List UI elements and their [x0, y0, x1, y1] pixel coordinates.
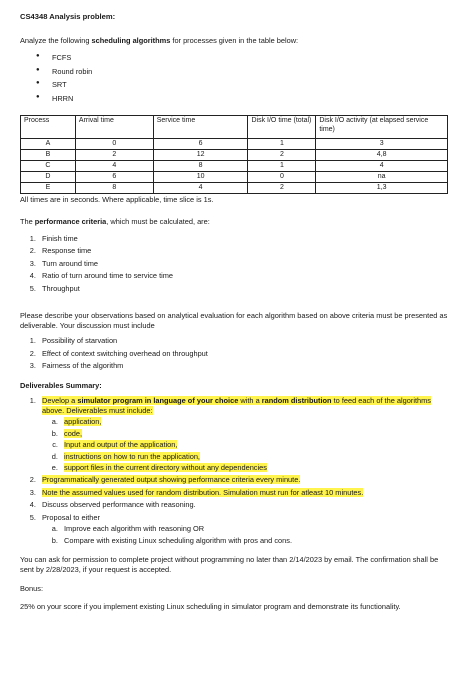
table-header-row: [21, 116, 448, 139]
table-row: [21, 161, 448, 172]
deliverables-heading: Deliverables Summary:: [20, 380, 102, 390]
table-cell: 12: [153, 150, 248, 161]
table-cell: 8: [75, 183, 153, 194]
table-row: [21, 139, 448, 150]
highlighted-text: code,: [64, 428, 83, 438]
intro-bold: scheduling algorithms: [91, 35, 171, 45]
discussion-item: 1. Possibility of starvation: [38, 336, 453, 345]
table-row: [21, 150, 448, 161]
criteria-item: 3. Turn around time: [38, 259, 453, 268]
table-cell: 1: [248, 139, 316, 150]
table-row: [21, 172, 448, 183]
deliverable-bold: random distribution: [261, 396, 332, 406]
intro-prefix: Analyze the following: [20, 35, 92, 45]
deliverable-subitem: [60, 463, 453, 472]
criteria-suffix: , which must be calculated, are:: [106, 216, 210, 226]
table-cell: 4: [153, 183, 248, 194]
highlighted-text: instructions on how to run the application,: [64, 451, 200, 461]
deliverable-item: [38, 475, 453, 484]
criteria-bold: performance criteria: [34, 216, 107, 226]
deliverable-bold: simulator program in language of your choice: [77, 396, 239, 406]
algorithm-item: ● Round robin: [36, 67, 453, 76]
page-title: CS4348 Analysis problem:: [20, 12, 116, 21]
bonus-heading: Bonus:: [20, 584, 44, 594]
table-cell: na: [316, 172, 448, 183]
algorithm-item: ● FCFS: [36, 53, 453, 62]
table-cell: 4,8: [316, 150, 448, 161]
deliverable-item: [38, 513, 453, 545]
request-note: You can ask for permission to complete project without programming no later than 2/14/2023 by email. The confirmation shall be sent by 2/28/2023, if your request is accepted.: [20, 555, 439, 574]
criteria-list: [20, 234, 453, 293]
column-header: Service time: [153, 116, 248, 139]
table-cell: B: [21, 150, 76, 161]
table-cell: 2: [248, 183, 316, 194]
algorithm-item: ● SRT: [36, 80, 453, 89]
table-row: [21, 183, 448, 194]
criteria-item: 1. Finish time: [38, 234, 453, 243]
column-header: Disk I/O time (total): [248, 116, 316, 139]
deliverable-subitem: [60, 452, 453, 461]
deliverable-item: [38, 396, 453, 472]
intro-text: [20, 36, 453, 45]
table-cell: 0: [248, 172, 316, 183]
highlighted-text: application,: [64, 417, 102, 427]
table-cell: 0: [75, 139, 153, 150]
table-cell: A: [21, 139, 76, 150]
highlighted-text: [42, 396, 431, 414]
table-cell: 1,3: [316, 183, 448, 194]
table-cell: 3: [316, 139, 448, 150]
deliverable-item: [38, 488, 453, 497]
proposal-sublist: [42, 524, 453, 545]
table-cell: 10: [153, 172, 248, 183]
bonus-text: 25% on your score if you implement existing Linux scheduling in simulator program and demonstrate its functionality.: [20, 601, 401, 611]
proposal-subitem: a. Improve each algorithm with reasoning OR: [60, 524, 453, 533]
process-table: [20, 115, 448, 194]
deliverable-text: Proposal to either: [42, 512, 100, 522]
highlighted-text: Note the assumed values used for random distribution. Simulation must run for atleast 10 minutes.: [42, 487, 364, 497]
discussion-list: [20, 336, 453, 370]
table-cell: C: [21, 161, 76, 172]
column-header: Process: [21, 116, 76, 139]
highlighted-text: Input and output of the application,: [64, 440, 178, 450]
table-cell: 6: [153, 139, 248, 150]
criteria-item: 4. Ratio of turn around time to service time: [38, 271, 453, 280]
table-cell: E: [21, 183, 76, 194]
discussion-item: 2. Effect of context switching overhead on throughput: [38, 349, 453, 358]
table-cell: D: [21, 172, 76, 183]
criteria-item: 5. Throughput: [38, 284, 453, 293]
proposal-subitem: b. Compare with existing Linux scheduling algorithm with pros and cons.: [60, 536, 453, 545]
criteria-item: 2. Response time: [38, 246, 453, 255]
highlighted-text: support files in the current directory without any dependencies: [64, 462, 267, 472]
deliverable-subitem: [60, 417, 453, 426]
deliverable-subitem: [60, 440, 453, 449]
deliverables-list: [20, 396, 453, 545]
algorithm-item: ● HRRN: [36, 94, 453, 103]
table-cell: 4: [75, 161, 153, 172]
deliverable-text: to feed each of the algorithms above. Deliverables must include:: [42, 396, 431, 415]
table-cell: 8: [153, 161, 248, 172]
table-cell: 6: [75, 172, 153, 183]
column-header: Arrival time: [75, 116, 153, 139]
discussion-item: 3. Fairness of the algorithm: [38, 361, 453, 370]
table-cell: 4: [316, 161, 448, 172]
deliverable-subitem: [60, 429, 453, 438]
criteria-intro: [20, 217, 453, 226]
intro-suffix: for processes given in the table below:: [170, 35, 299, 45]
deliverable-sublist: [42, 417, 453, 472]
table-cell: 1: [248, 161, 316, 172]
table-cell: 2: [248, 150, 316, 161]
deliverable-text: with a: [238, 396, 262, 406]
deliverable-text: Develop a: [42, 396, 78, 406]
observations-text: Please describe your observations based on analytical evaluation for each algorithm based on above criteria must be presented as deliverable. Your discussion must include: [20, 311, 448, 330]
algorithm-list: [20, 53, 453, 103]
deliverable-item: 4. Discuss observed performance with reasoning.: [38, 500, 453, 509]
highlighted-text: Programmatically generated output showing performance criteria every minute.: [42, 475, 301, 485]
criteria-prefix: The: [20, 216, 35, 226]
table-note: All times are in seconds. Where applicable, time slice is 1s.: [20, 195, 214, 205]
table-cell: 2: [75, 150, 153, 161]
column-header: Disk I/O activity (at elapsed service time): [316, 116, 448, 139]
